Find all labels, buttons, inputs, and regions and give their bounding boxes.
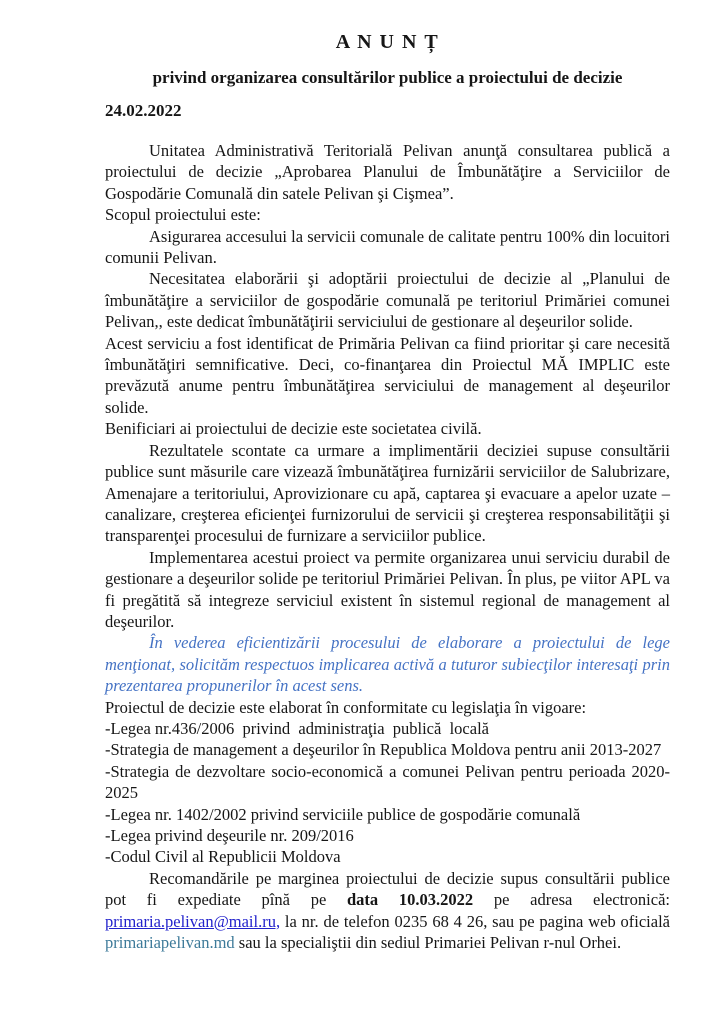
paragraph-beneficiaries: Benificiari ai proiectului de decizie este societatea civilă.	[105, 419, 482, 439]
paragraph-scope: Asigurarea accesului la servicii comunale de calitate pentru 100% din locuitori comunii Pelivan.	[105, 226, 670, 268]
paragraph-contact	[105, 868, 670, 954]
website-link[interactable]: primariapelivan.md	[105, 933, 235, 953]
paragraph-legislation-label: Proiectul de decizie este elaborat în conformitate cu legislaţia în vigoare:	[105, 697, 587, 717]
legal-item-law-1402-2002: -Legea nr. 1402/2002 privind serviciile publice de gospodărie comunală	[105, 804, 581, 824]
paragraph-necessity: Necesitatea elaborării şi adoptării proiectului de decizie al „Planului de îmbunătăţire a serviciilor de gospodărie comunală pe teritoriul Primăriei comunei Pelivan,, este dedicat îmbunătăţirii serviciului de gestionare al deşeurilor solide.	[105, 269, 670, 332]
contact-text-intro: Recomandările pe marginea proiectului de decizie supus consultării publice pot fi expediate pînă pe	[105, 868, 670, 910]
document-title: A N U N Ț	[335, 31, 440, 53]
contact-text-closing: sau la specialiştii din sediul Primariei Pelivan r-nul Orhei.	[234, 933, 622, 953]
paragraph-service-priority: Acest serviciu a fost identificat de Primăria Pelivan ca fiind prioritar şi care necesită îmbunătăţiri semnificative. Deci, co-finanţarea din Proiectul MĂ IMPLIC este prevăzută anume pentru îmbunătăţirea serviciului de management al deşeurilor solide.	[105, 333, 670, 417]
document-subtitle: privind organizarea consultărilor publice a proiectului de decizie	[152, 68, 623, 87]
paragraph-intro: Unitatea Administrativă Teritorială Pelivan anunţă consultarea publică a proiectului de decizie „Aprobarea Planului de Îmbunătăţire a Serviciilor de Gospodărie Comunală din satele Pelivan şi Cişmea”.	[105, 141, 670, 203]
paragraph-invitation-blue: În vederea eficientizării procesului de elaborare a proiectului de lege menţionat, solicităm respectuos implicarea activă a tuturor subiecţilor interesaţi prin prezentarea propunerilor în acest sens.	[105, 633, 670, 696]
legal-item-socioeconomic-strategy: -Strategia de dezvoltare socio-economică a comunei Pelivan pentru perioada 2020-2025	[105, 761, 670, 803]
paragraph-implementation: Implementarea acestui proiect va permite organizarea unui serviciu durabil de gestionare a deşeurilor solide pe teritoriul Primăriei Pelivan. În plus, pe viitor APL va fi pregătită să integreze serviciul existent în sistemul regional de management al deşeurilor.	[105, 547, 670, 631]
legal-item-civil-code: -Codul Civil al Republicii Moldova	[105, 847, 341, 867]
contact-text-after-email: la nr. de telefon 0235 68 4 26, sau pe pagina web oficială	[280, 911, 670, 931]
legal-item-waste-strategy: -Strategia de management a deşeurilor în Republica Moldova pentru anii 2013-2027	[105, 740, 662, 760]
paragraph-scope-label: Scopul proiectului este:	[105, 205, 261, 225]
document-date: 24.02.2022	[105, 101, 182, 120]
email-link[interactable]: primaria.pelivan@mail.ru,	[105, 911, 281, 931]
legal-item-law-209-2016: -Legea privind deşeurile nr. 209/2016	[105, 826, 354, 845]
legal-item-law-436-2006: -Legea nr.436/2006 privind administraţia publică locală	[105, 718, 489, 738]
contact-text-after-deadline: pe adresa electronică:	[473, 890, 670, 910]
paragraph-expected-results: Rezultatele scontate ca urmare a implimentării deciziei supuse consultării publice sunt măsurile care vizează îmbunătăţirea furnizării serviciilor de Salubrizare, Amenajare a teritoriului, Aprovizionare cu apă, captarea şi evacuare a apelor uzate – canalizare, creşterea eficienţei furnizorului de servicii şi creşterea responsabilităţii şi transparenţei procesului de furnizare a serviciilor publice.	[105, 440, 670, 546]
deadline-date: data 10.03.2022	[347, 890, 474, 910]
